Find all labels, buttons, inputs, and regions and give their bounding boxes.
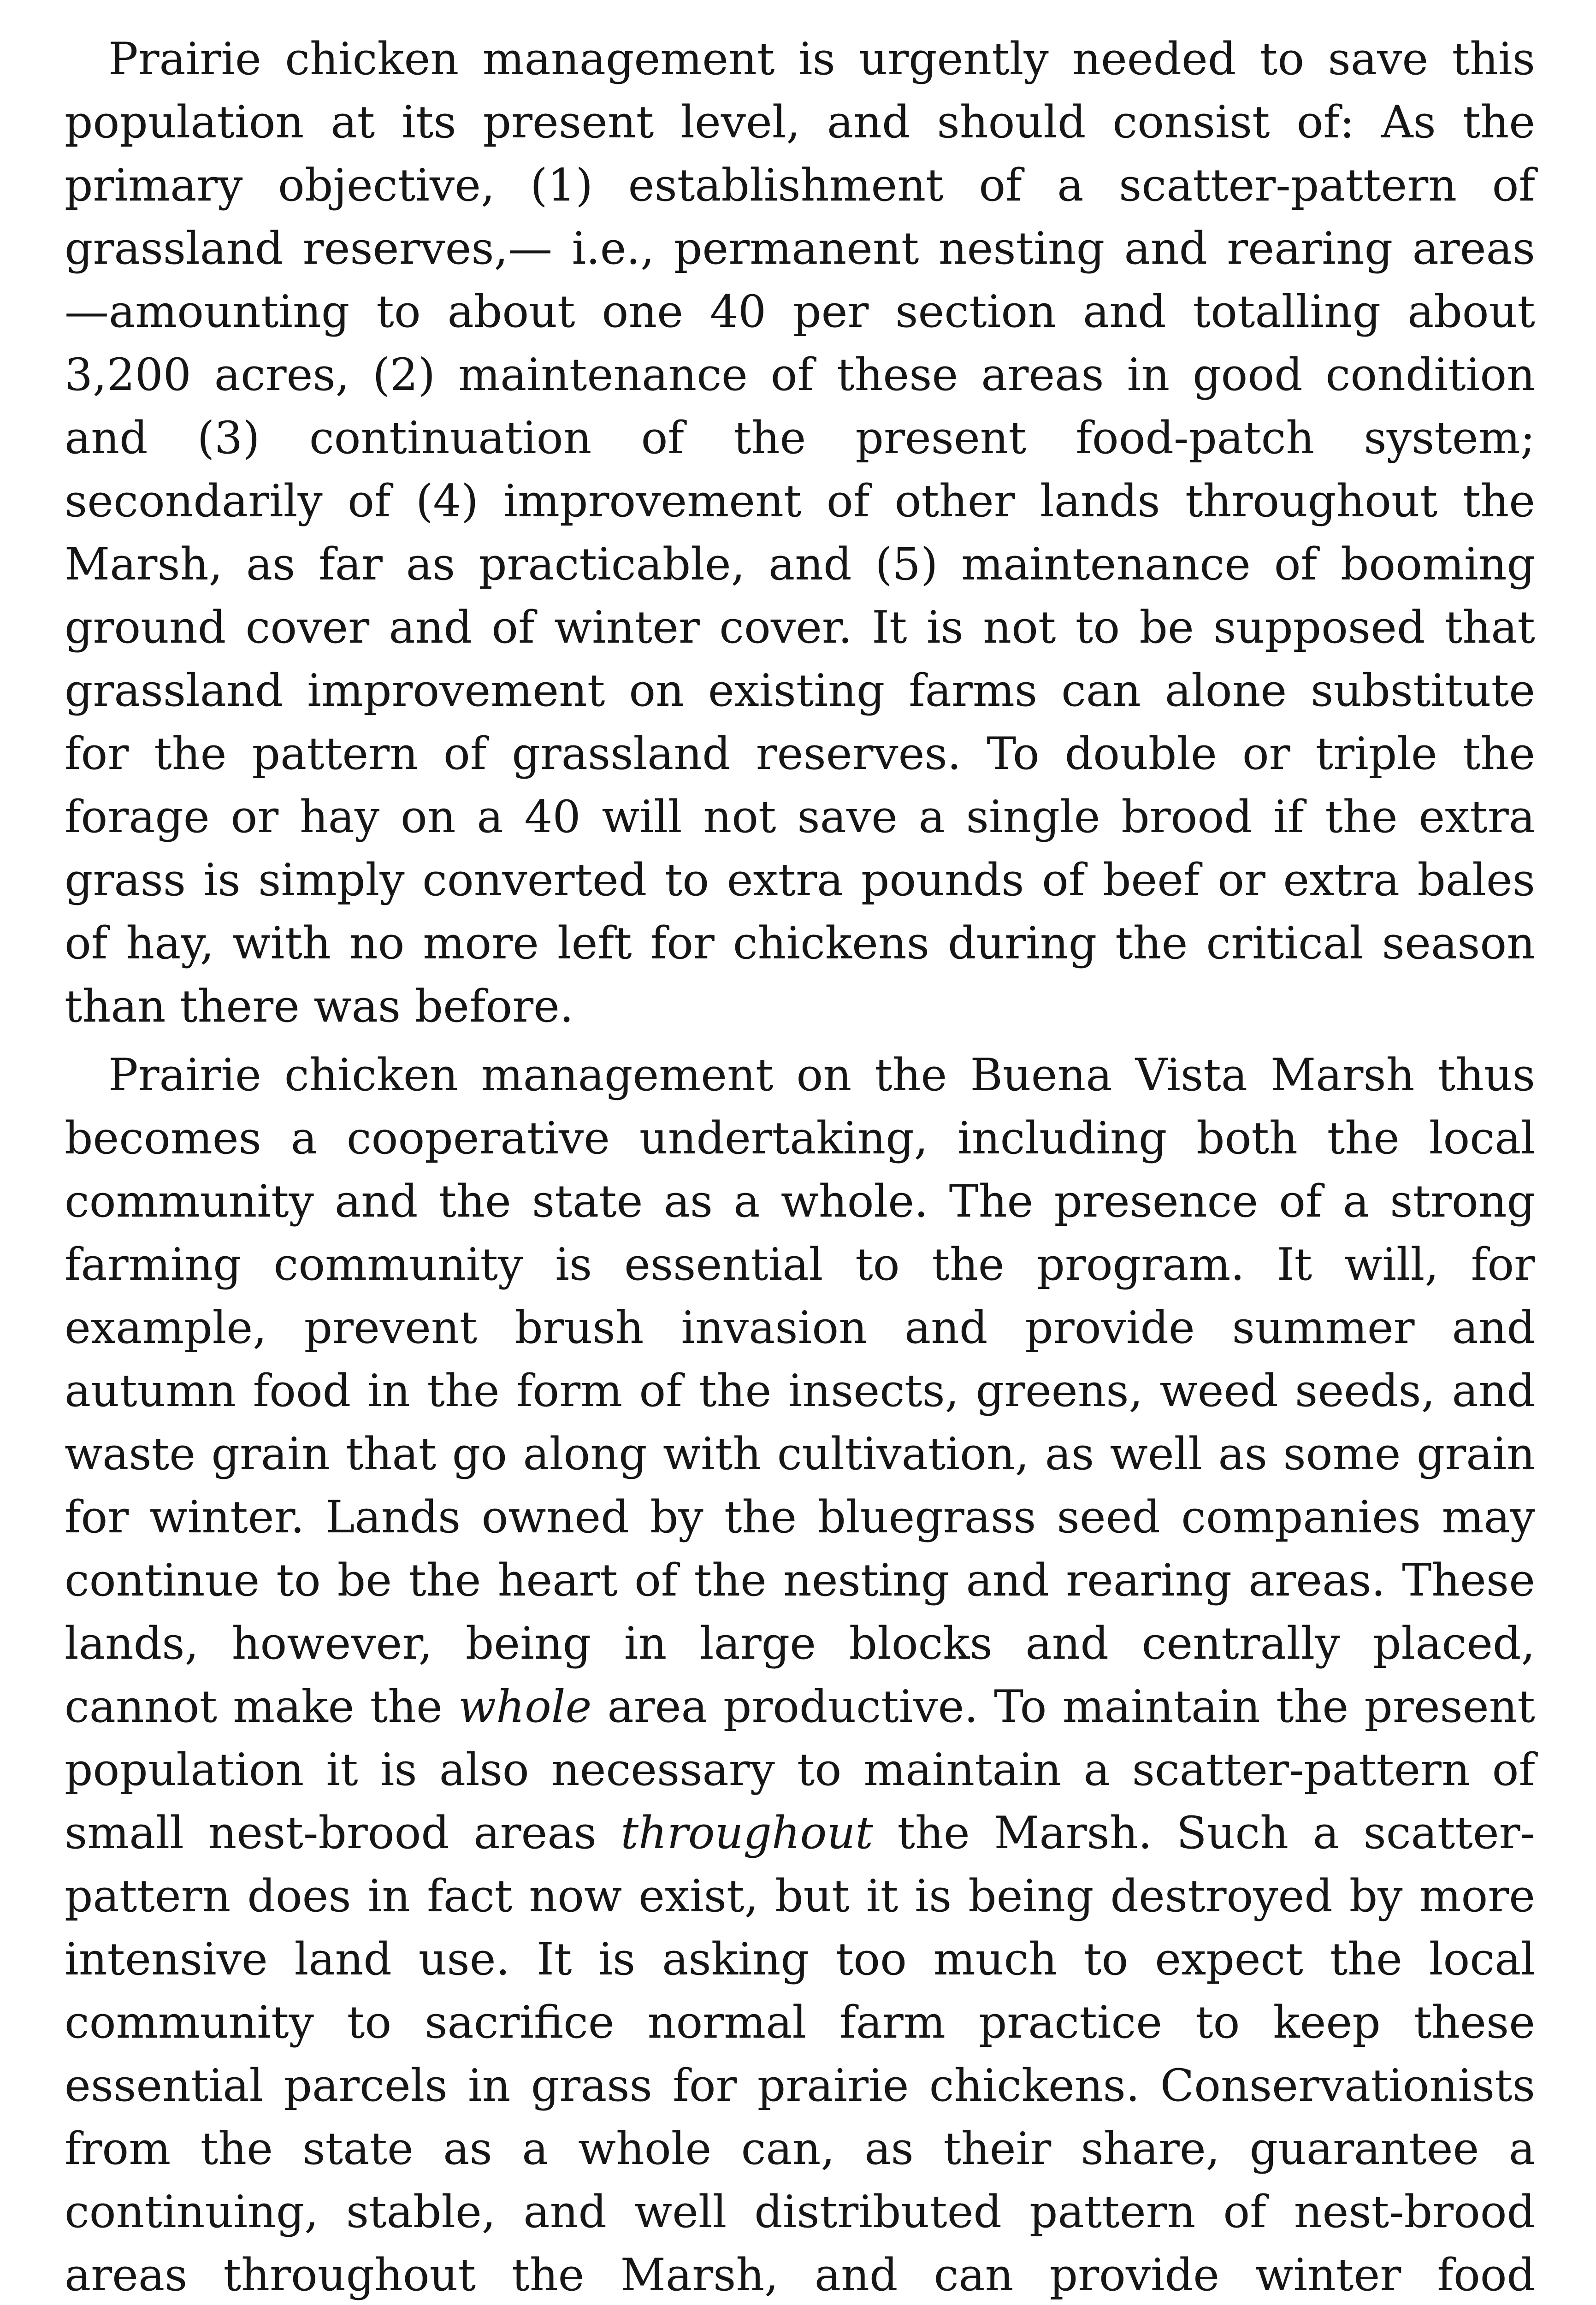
italic-emphasis: throughout <box>621 1807 873 1859</box>
text-run: area productive. To maintain the present population it is also necessary to maintain a scatter-pattern of small nest-brood areas <box>65 1681 1536 1859</box>
italic-emphasis: whole <box>458 1681 592 1732</box>
text-run: the Marsh. Such a scatter-pattern does in fact now exist, but it is being destroyed by more intensive land use. It is asking too much to expect the local community to sacrifice normal farm practice to keep these essential parcels in grass for prairie chickens. Conservationists from the state as a whole can, as their share, guarantee a continuing, stable, and well distributed pattern of nest-brood areas throughout the Marsh, and can provide winter food <box>65 1807 1536 2301</box>
text-run: Prairie chicken management is urgently needed to save this population at its present level, and should consist of: As the primary objective, (1) establishment of a scatter-pattern of grassland reserves,— i.e., permanent nesting and rearing areas—amounting to about one 40 per section and totalling about 3,200 acres, (2) maintenance of these areas in good condition and (3) continuation of the present food-patch system; secondarily of (4) improvement of other lands throughout the Marsh, as far as practicable, and (5) maintenance of booming ground cover and of winter cover. It is not to be supposed that grassland improvement on existing farms can alone substitute for the pattern of grassland reserves. To double or triple the forage or hay on a 40 will not save a single brood if the extra grass is simply converted to extra pounds of beef or extra bales of hay, with no more left for chickens during the critical season than there was before. <box>65 33 1535 1032</box>
paragraph-2 <box>65 1044 1535 2305</box>
text-run: Prairie chicken management on the Buena Vista Marsh thus becomes a cooperative undertaking, including both the local community and the state as a whole. The presence of a strong farming community is essential to the program. It will, for example, prevent brush invasion and provide summer and autumn food in the form of the insects, greens, weed seeds, and waste grain that go along with cultivation, as well as some grain for winter. Lands owned by the bluegrass seed companies may continue to be the heart of the nesting and rearing areas. These lands, however, being in large blocks and centrally placed, cannot make the <box>65 1049 1535 1732</box>
paragraph-1 <box>65 28 1535 1038</box>
page-body <box>65 28 1535 2305</box>
